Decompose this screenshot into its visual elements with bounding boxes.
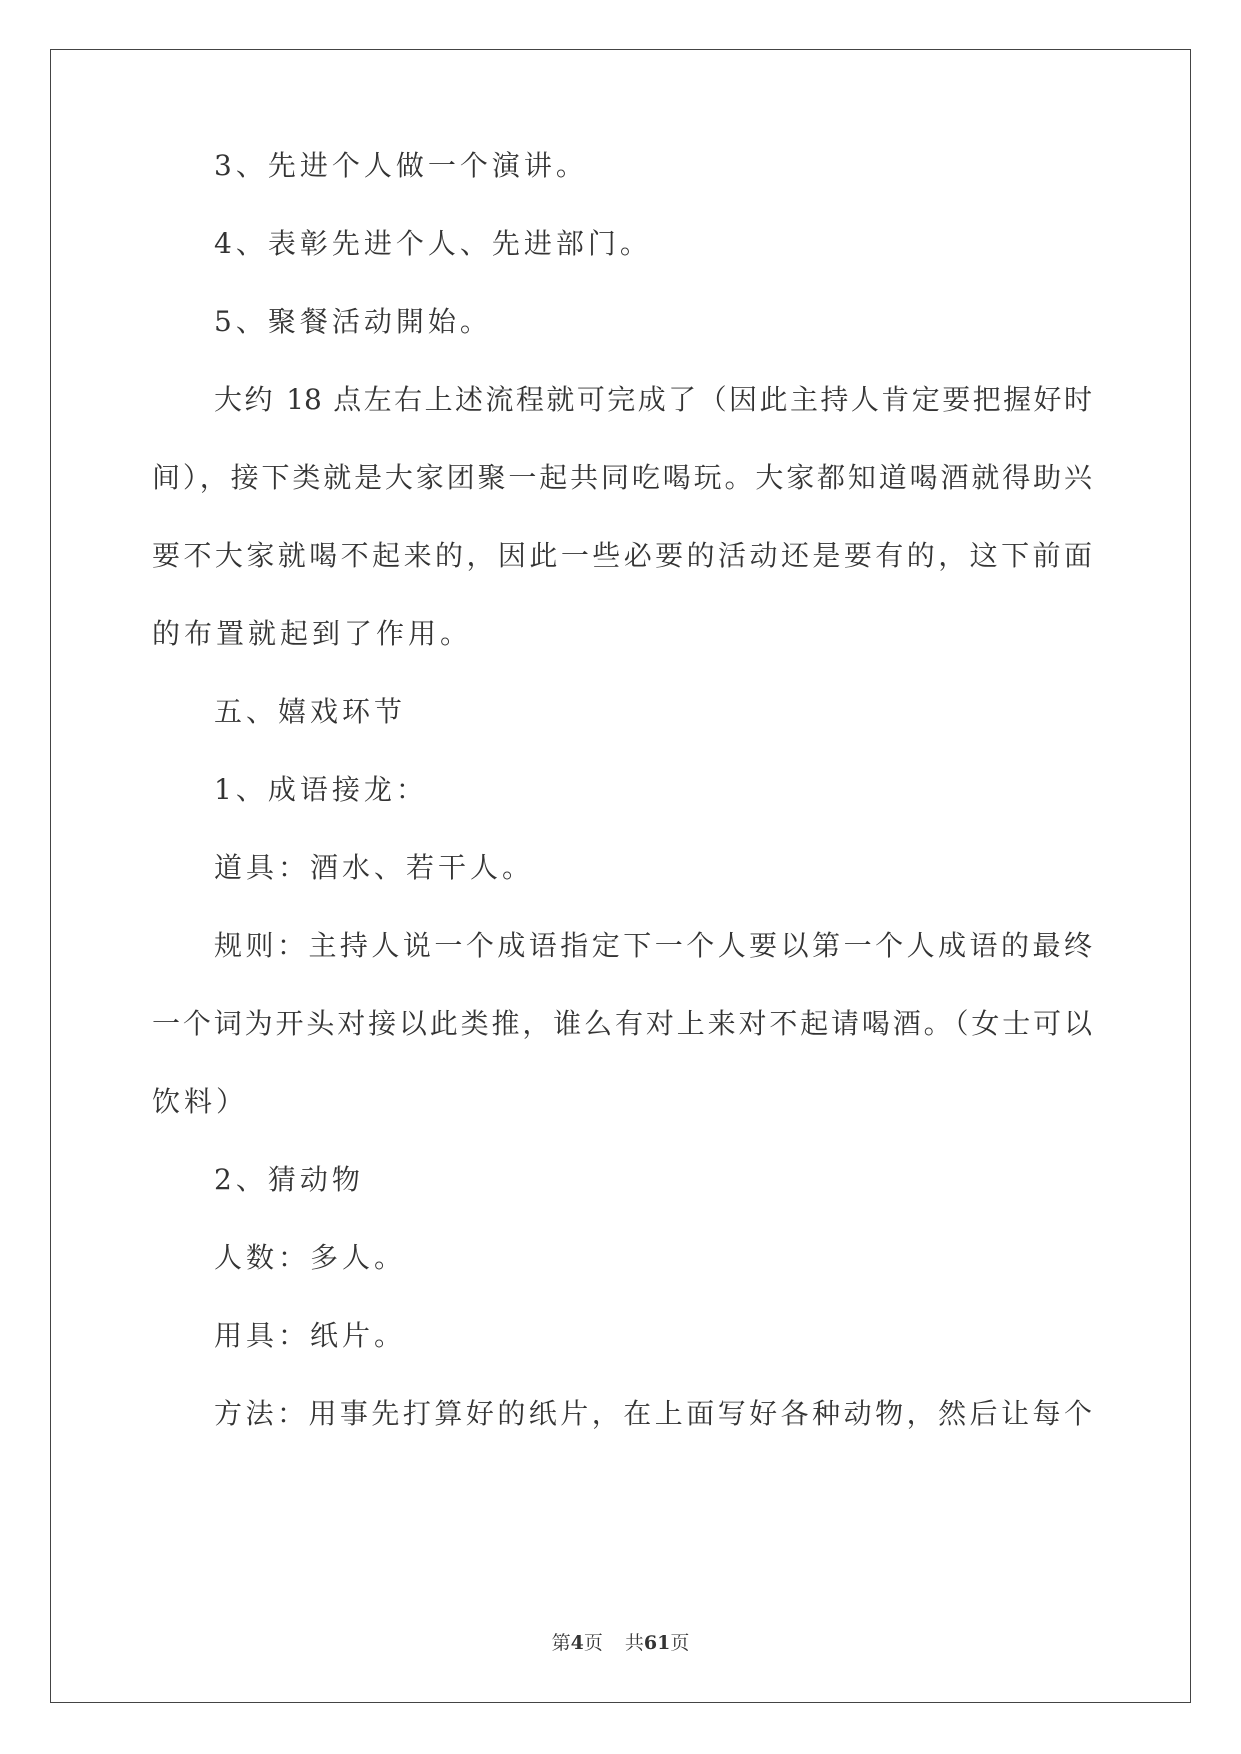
footer-total-prefix: 共	[624, 1632, 644, 1654]
paragraph-line: 用具：纸片。	[214, 1319, 407, 1352]
paragraph-line: 要不大家就喝不起来的，因此一些必要的活动还是要有的，这下前面	[152, 539, 1092, 572]
paragraph-line: 3、先进个人做一个演讲。	[214, 149, 588, 182]
section-heading: 五、嬉戏环节	[214, 695, 407, 728]
current-page-number: 4	[570, 1632, 584, 1654]
footer-page-label: 页	[583, 1632, 603, 1654]
paragraph-line: 的布置就起到了作用。	[152, 617, 473, 650]
paragraph-line: 1、成语接龙：	[214, 773, 428, 806]
paragraph-line: 2、猜动物	[214, 1163, 364, 1196]
paragraph-line: 规则：主持人说一个成语指定下一个人要以第一个人成语的最终	[214, 929, 1092, 962]
paragraph-line: 人数：多人。	[214, 1241, 407, 1274]
footer-suffix: 页	[670, 1632, 690, 1654]
paragraph-line: 间），接下类就是大家团聚一起共同吃喝玩。大家都知道喝酒就得助兴	[152, 461, 1092, 494]
page-footer	[0, 1628, 1241, 1655]
paragraph-line: 饮料）	[152, 1085, 249, 1118]
paragraph-line: 4、表彰先进个人、先进部门。	[214, 227, 652, 260]
total-page-count: 61	[643, 1632, 671, 1654]
paragraph-line: 大约 18 点左右上述流程就可完成了（因此主持人肯定要把握好时	[214, 383, 1092, 416]
paragraph-line: 一个词为开头对接以此类推，谁么有对上来对不起请喝酒。（女士可以	[152, 1007, 1092, 1040]
paragraph-line: 5、聚餐活动開始。	[214, 305, 492, 338]
paragraph-line: 方法：用事先打算好的纸片，在上面写好各种动物，然后让每个	[214, 1397, 1092, 1430]
footer-prefix: 第	[551, 1632, 571, 1654]
paragraph-line: 道具：酒水、若干人。	[214, 851, 535, 884]
